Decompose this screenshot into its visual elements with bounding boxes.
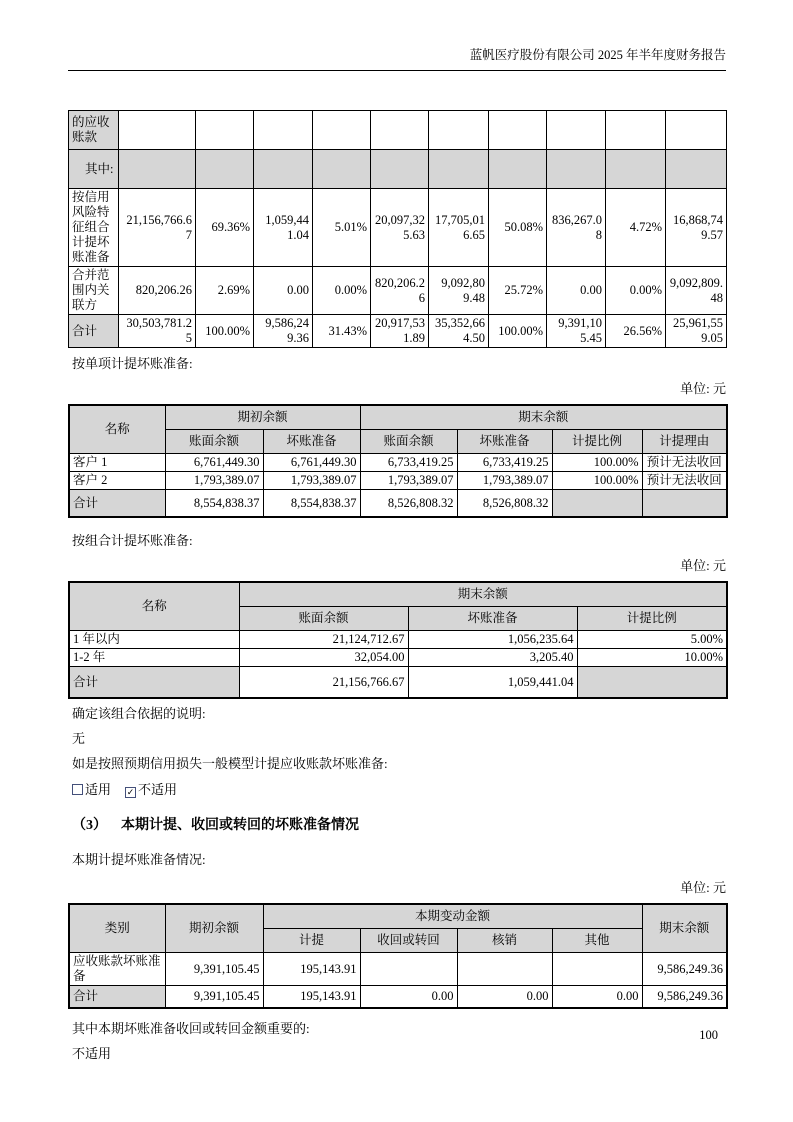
table-cell: 6,761,449.30 <box>263 454 360 472</box>
table-cell: 1,793,389.07 <box>457 472 552 490</box>
row-label: 客户 1 <box>69 454 165 472</box>
checkbox-label: 不适用 <box>138 782 178 797</box>
table-row-total <box>69 986 727 1008</box>
table-cell: 0.00% <box>606 267 666 315</box>
table-cell: 26.56% <box>606 315 666 348</box>
report-header-title: 蓝帆医疗股份有限公司 2025 年半年度财务报告 <box>68 48 726 71</box>
applicability-checkboxes <box>68 782 726 798</box>
col-header-book-balance: 账面余额 <box>360 430 457 454</box>
table-cell: 0.00 <box>457 986 552 1008</box>
table-cell: 预计无法收回 <box>642 472 727 490</box>
table-cell <box>196 150 254 189</box>
table-cell <box>606 111 666 150</box>
table-cell <box>429 111 489 150</box>
table-row <box>69 649 727 667</box>
table-cell <box>254 150 313 189</box>
individual-provision-table <box>68 404 728 518</box>
table-cell: 25,961,559.05 <box>666 315 727 348</box>
table-cell: 9,092,809.48 <box>666 267 727 315</box>
table-cell: 9,391,105.45 <box>165 986 263 1008</box>
table-cell: 20,917,531.89 <box>371 315 429 348</box>
table-cell <box>606 150 666 189</box>
table-cell: 1,793,389.07 <box>360 472 457 490</box>
table-cell: 820,206.26 <box>371 267 429 315</box>
table-cell: 5.01% <box>313 189 371 267</box>
table-cell: 3,205.40 <box>408 649 577 667</box>
table-cell: 30,503,781.25 <box>119 315 196 348</box>
row-label: 合计 <box>69 490 165 518</box>
table-cell: 0.00 <box>547 267 606 315</box>
table-cell: 836,267.08 <box>547 189 606 267</box>
table-cell: 0.00% <box>313 267 371 315</box>
col-header-closing-balance: 期末余额 <box>642 904 727 953</box>
table-header-row <box>69 430 727 454</box>
table-cell: 35,352,664.50 <box>429 315 489 348</box>
table-cell: 1,059,441.04 <box>408 667 577 699</box>
table-cell: 8,554,838.37 <box>165 490 263 518</box>
table-cell <box>552 953 642 986</box>
table-cell: 100.00% <box>196 315 254 348</box>
table-cell: 21,124,712.67 <box>239 631 408 649</box>
basis-note-value: 无 <box>72 731 86 746</box>
table-cell: 1,793,389.07 <box>165 472 263 490</box>
recovery-note-value: 不适用 <box>72 1045 112 1061</box>
group-provision-intro: 按组合计提坏账准备: <box>72 533 193 548</box>
table-cell: 195,143.91 <box>263 953 360 986</box>
table-cell <box>489 150 547 189</box>
table-cell <box>254 111 313 150</box>
item-provision-intro: 按单项计提坏账准备: <box>72 356 193 371</box>
table-cell <box>552 490 642 518</box>
table-cell: 100.00% <box>552 472 642 490</box>
table-cell <box>119 111 196 150</box>
provision-intro: 本期计提坏账准备情况: <box>72 852 206 867</box>
table-cell: 4.72% <box>606 189 666 267</box>
table-header-row <box>69 582 727 607</box>
table-cell: 820,206.26 <box>119 267 196 315</box>
col-header-provision-ratio: 计提比例 <box>577 607 727 631</box>
table-cell: 31.43% <box>313 315 371 348</box>
table-cell: 21,156,766.67 <box>239 667 408 699</box>
col-group-closing-balance: 期末余额 <box>360 405 727 430</box>
col-header-name: 名称 <box>69 405 165 454</box>
table-cell <box>119 150 196 189</box>
section-title: 本期计提、收回或转回的坏账准备情况 <box>121 818 359 833</box>
col-header-bad-debt-provision: 坏账准备 <box>457 430 552 454</box>
table-cell <box>429 150 489 189</box>
row-label: 应收账款坏账准备 <box>69 953 165 986</box>
page-number: 100 <box>699 1028 718 1042</box>
checkbox-unchecked-icon <box>72 784 83 795</box>
table-cell <box>313 150 371 189</box>
table-cell <box>547 150 606 189</box>
table-cell: 6,733,419.25 <box>457 454 552 472</box>
provision-movement-table <box>68 903 728 1009</box>
table-cell: 9,391,105.45 <box>547 315 606 348</box>
col-header-provision-reason: 计提理由 <box>642 430 727 454</box>
table-cell <box>360 953 457 986</box>
table-cell: 21,156,766.67 <box>119 189 196 267</box>
table-cell <box>666 111 727 150</box>
table-cell <box>196 111 254 150</box>
table-cell: 5.00% <box>577 631 727 649</box>
table-cell <box>666 150 727 189</box>
col-group-opening-balance: 期初余额 <box>165 405 360 430</box>
row-label: 合计 <box>69 315 119 348</box>
recovery-note-label: 其中本期坏账准备收回或转回金额重要的: <box>72 1020 310 1036</box>
unit-label: 单位: 元 <box>680 381 726 396</box>
table-header-row <box>69 405 727 430</box>
table-cell: 9,586,249.36 <box>254 315 313 348</box>
table-cell: 9,391,105.45 <box>165 953 263 986</box>
table-cell: 32,054.00 <box>239 649 408 667</box>
receivables-classification-table <box>68 110 727 348</box>
table-cell: 100.00% <box>489 315 547 348</box>
group-provision-table <box>68 581 728 699</box>
row-label: 合并范围内关联方 <box>69 267 119 315</box>
table-row <box>69 472 727 490</box>
table-cell: 100.00% <box>552 454 642 472</box>
row-label: 合计 <box>69 986 165 1008</box>
table-cell <box>371 150 429 189</box>
table-row <box>69 953 727 986</box>
table-cell: 9,586,249.36 <box>642 953 727 986</box>
table-header-row <box>69 904 727 929</box>
table-cell <box>457 953 552 986</box>
table-cell: 10.00% <box>577 649 727 667</box>
table-cell: 1,059,441.04 <box>254 189 313 267</box>
table-cell <box>577 667 727 699</box>
table-cell: 6,733,419.25 <box>360 454 457 472</box>
col-header-write-off: 核销 <box>457 929 552 953</box>
table-row-total <box>69 315 727 348</box>
table-row <box>69 189 727 267</box>
col-header-other: 其他 <box>552 929 642 953</box>
col-header-opening-balance: 期初余额 <box>165 904 263 953</box>
checkbox-checked-icon: ✓ <box>126 787 135 797</box>
col-header-bad-debt-provision: 坏账准备 <box>408 607 577 631</box>
table-cell: 8,526,808.32 <box>457 490 552 518</box>
table-row <box>69 267 727 315</box>
ecl-question: 如是按照预期信用损失一般模型计提应收账款坏账准备: <box>72 756 388 771</box>
col-header-accrual: 计提 <box>263 929 360 953</box>
col-group-closing-balance: 期末余额 <box>239 582 727 607</box>
table-row <box>69 111 727 150</box>
table-row <box>69 454 727 472</box>
row-label: 合计 <box>69 667 239 699</box>
table-cell <box>371 111 429 150</box>
table-cell: 0.00 <box>254 267 313 315</box>
table-cell <box>313 111 371 150</box>
table-row <box>69 631 727 649</box>
col-group-period-change: 本期变动金额 <box>263 904 642 929</box>
table-row-total <box>69 667 727 699</box>
table-cell: 6,761,449.30 <box>165 454 263 472</box>
checkbox-not-applicable <box>125 782 177 798</box>
table-cell: 9,586,249.36 <box>642 986 727 1008</box>
row-label: 按信用风险特征组合计提坏账准备 <box>69 189 119 267</box>
table-cell: 69.36% <box>196 189 254 267</box>
table-row <box>69 150 727 189</box>
table-cell: 9,092,809.48 <box>429 267 489 315</box>
table-cell: 17,705,016.65 <box>429 189 489 267</box>
table-cell: 8,526,808.32 <box>360 490 457 518</box>
row-label: 其中: <box>69 150 119 189</box>
row-label: 1 年以内 <box>69 631 239 649</box>
table-cell: 0.00 <box>552 986 642 1008</box>
basis-note-label: 确定该组合依据的说明: <box>72 706 206 721</box>
table-cell: 2.69% <box>196 267 254 315</box>
col-header-provision-ratio: 计提比例 <box>552 430 642 454</box>
col-header-recovery-reversal: 收回或转回 <box>360 929 457 953</box>
table-cell: 50.08% <box>489 189 547 267</box>
table-cell: 195,143.91 <box>263 986 360 1008</box>
row-label: 1-2 年 <box>69 649 239 667</box>
table-cell: 0.00 <box>360 986 457 1008</box>
col-header-book-balance: 账面余额 <box>239 607 408 631</box>
section-number: （3） <box>72 818 107 833</box>
col-header-book-balance: 账面余额 <box>165 430 263 454</box>
checkbox-label: 适用 <box>85 782 112 797</box>
table-cell <box>547 111 606 150</box>
table-cell: 预计无法收回 <box>642 454 727 472</box>
table-cell: 1,056,235.64 <box>408 631 577 649</box>
table-cell <box>642 490 727 518</box>
unit-label: 单位: 元 <box>680 558 726 573</box>
table-cell: 16,868,749.57 <box>666 189 727 267</box>
row-label: 的应收账款 <box>69 111 119 150</box>
col-header-category: 类别 <box>69 904 165 953</box>
table-row-total <box>69 490 727 518</box>
unit-label: 单位: 元 <box>680 880 726 895</box>
section-heading <box>68 817 726 834</box>
col-header-bad-debt-provision: 坏账准备 <box>263 430 360 454</box>
row-label: 客户 2 <box>69 472 165 490</box>
checkbox-applicable <box>72 782 111 798</box>
table-cell: 8,554,838.37 <box>263 490 360 518</box>
table-cell: 25.72% <box>489 267 547 315</box>
col-header-name: 名称 <box>69 582 239 631</box>
table-cell: 1,793,389.07 <box>263 472 360 490</box>
table-cell: 20,097,325.63 <box>371 189 429 267</box>
table-cell <box>489 111 547 150</box>
